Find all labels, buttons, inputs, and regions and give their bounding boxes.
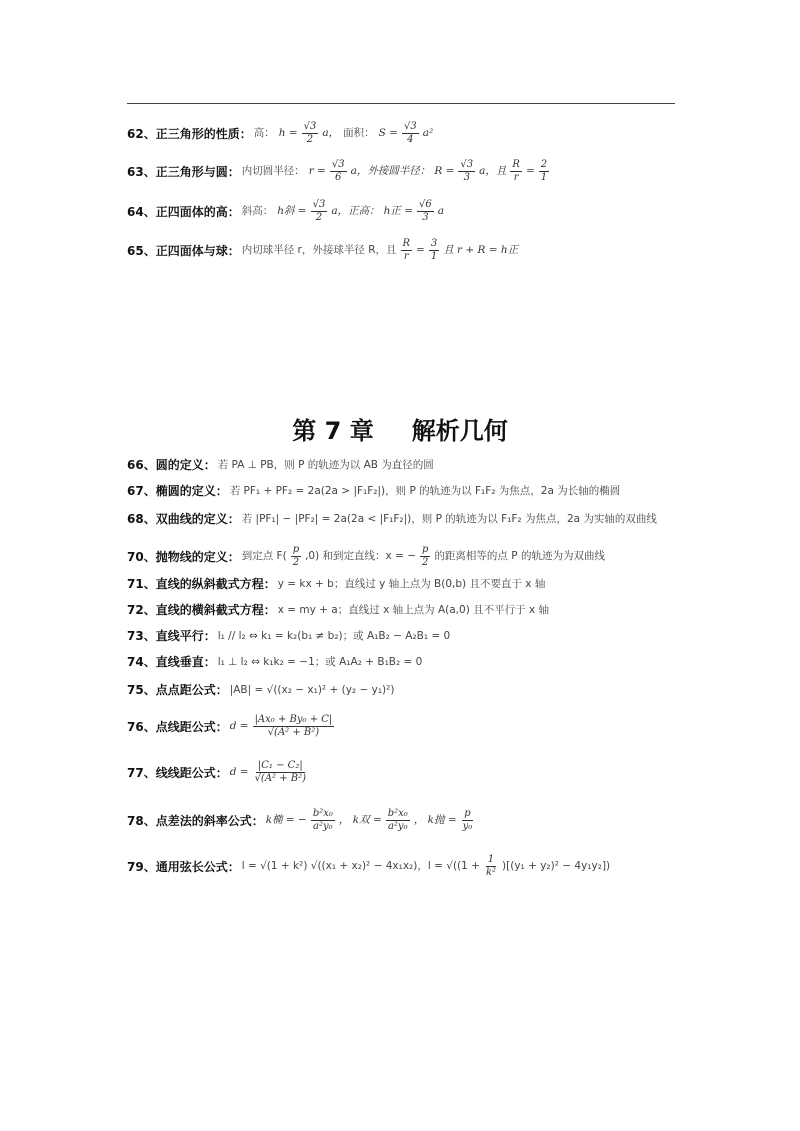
- formula-79: [127, 855, 612, 878]
- denominator: 2: [422, 557, 429, 568]
- numerator: |Ax₀ + By₀ + C|: [254, 714, 333, 725]
- formula-math: a: [437, 205, 445, 218]
- fraction: [401, 239, 413, 262]
- chapter-title: 解析几何: [411, 417, 508, 445]
- formula-label: 74、直线垂直：: [127, 655, 216, 669]
- formula-text: 内切球半径 r，外接球半径 R，且: [241, 244, 397, 257]
- formula-62: [127, 122, 435, 145]
- top-rule: [127, 103, 675, 104]
- denominator: 3: [422, 212, 429, 223]
- denominator: 4: [407, 134, 414, 145]
- fraction: [330, 160, 347, 183]
- denominator: 2: [315, 212, 323, 223]
- fraction: [461, 809, 475, 832]
- numerator: p: [464, 808, 471, 819]
- formula-74: [127, 656, 424, 668]
- fraction: [253, 761, 309, 784]
- formula-label: 67、椭圆的定义：: [127, 484, 228, 498]
- numerator: p: [292, 544, 300, 555]
- formula-math: h正 =: [383, 205, 414, 218]
- formula-text: y = kx + b；直线过 y 轴上点为 B(0,b) 且不要直于 x 轴: [277, 577, 546, 590]
- numerator: R: [512, 159, 520, 170]
- formula-math: a²: [422, 127, 434, 140]
- numerator: 2: [540, 159, 548, 170]
- formula-text: 的距离相等的点 P 的轨迹为为双曲线: [434, 550, 605, 563]
- formula-text: 斜高：: [241, 205, 274, 218]
- formula-text: l₁ ⊥ l₂ ⇔ k₁k₂ = −1；或 A₁A₂ + B₁B₂ = 0: [217, 655, 423, 668]
- formula-65: [127, 239, 520, 262]
- fraction: [429, 239, 439, 262]
- numerator: √6: [419, 199, 432, 210]
- formula-text: l₁ // l₂ ⇔ k₁ = k₂(b₁ ≠ b₂)；或 A₁B₂ − A₂B₁ = 0: [217, 629, 451, 642]
- formula-math: r =: [308, 165, 326, 178]
- chapter-heading: [0, 411, 800, 446]
- fraction: [417, 200, 434, 223]
- formula-math: k椭 = −: [265, 814, 307, 827]
- formula-math: R =: [434, 165, 455, 178]
- formula-math: =: [416, 244, 425, 257]
- fraction: [386, 809, 410, 832]
- formula-math: d =: [229, 720, 249, 733]
- numerator: 3: [430, 238, 438, 249]
- denominator: r: [403, 251, 409, 262]
- formula-math: ， k双 =: [338, 814, 382, 827]
- numerator: b²x₀: [312, 808, 333, 819]
- formula-text: |AB| = √((x₂ − x₁)² + (y₂ − y₁)²): [229, 683, 395, 696]
- formula-label: 62、正三角形的性质：: [127, 126, 252, 141]
- formula-math: S =: [378, 127, 398, 140]
- formula-text: x = my + a；直线过 x 轴上点为 A(a,0) 且不平行于 x 轴: [277, 603, 550, 616]
- formula-math: a，且: [479, 165, 507, 178]
- formula-math: 且 r + R = h正: [443, 244, 519, 257]
- formula-text: 若 |PF₁| − |PF₂| = 2a(2a < |F₁F₂|)，则 P 的轨迹为以 F₁F₂ 为焦点，2a 为实轴的双曲线: [241, 512, 657, 525]
- formula-label: 64、正四面体的高：: [127, 204, 240, 219]
- formula-68: [127, 513, 659, 525]
- formula-label: 63、正三角形与圆：: [127, 164, 240, 179]
- formula-66: [127, 459, 436, 471]
- fraction: [420, 545, 430, 568]
- fraction: [311, 809, 335, 832]
- denominator: 1: [430, 251, 438, 262]
- formula-text: 高：: [253, 127, 275, 140]
- denominator: r: [513, 172, 519, 183]
- denominator: 1: [540, 172, 548, 183]
- numerator: b²x₀: [387, 808, 408, 819]
- formula-label: 70、抛物线的定义：: [127, 549, 240, 564]
- denominator: y₀: [462, 821, 473, 832]
- numerator: √3: [312, 199, 326, 210]
- numerator: √3: [331, 159, 345, 170]
- denominator: 2: [292, 557, 300, 568]
- denominator: k²: [485, 867, 497, 878]
- formula-math: d =: [229, 766, 249, 779]
- formula-67: [127, 485, 622, 497]
- formula-math: h =: [278, 127, 298, 140]
- fraction: [311, 200, 328, 223]
- formula-label: 77、线线距公式：: [127, 765, 228, 780]
- formula-64: [127, 200, 446, 223]
- fraction: [484, 855, 498, 878]
- formula-text: 到定点 F(: [241, 550, 287, 563]
- formula-text: l = √(1 + k²) √((x₁ + x₂)² − 4x₁x₂)，l = √((1 +: [241, 860, 480, 873]
- fraction: [253, 715, 335, 738]
- formula-math: a，: [322, 127, 340, 140]
- formula-math: ， k抛 =: [413, 814, 457, 827]
- fraction: [510, 160, 522, 183]
- formula-text: 若 PA ⊥ PB，则 P 的轨迹为以 AB 为直径的圆: [217, 458, 434, 471]
- formula-label: 71、直线的纵斜截式方程：: [127, 577, 276, 591]
- formula-label: 68、双曲线的定义：: [127, 512, 240, 526]
- formula-72: [127, 604, 551, 616]
- formula-75: [127, 684, 396, 696]
- fraction: [539, 160, 549, 183]
- fraction: [302, 122, 319, 145]
- formula-label: 66、圆的定义：: [127, 458, 216, 472]
- formula-63: [127, 160, 551, 183]
- formula-label: 79、通用弦长公式：: [127, 859, 240, 874]
- denominator: a²y₀: [313, 821, 333, 832]
- denominator: a²y₀: [387, 821, 408, 832]
- numerator: 1: [487, 854, 495, 865]
- numerator: √3: [460, 159, 474, 170]
- numerator: |C₁ − C₂|: [257, 760, 303, 771]
- formula-label: 65、正四面体与球：: [127, 243, 240, 258]
- denominator: √(A² + B²): [254, 773, 307, 784]
- fraction: [402, 122, 419, 145]
- denominator: √(A² + B²): [267, 727, 320, 738]
- formula-math: a，外接圆半径：: [350, 165, 431, 178]
- numerator: R: [402, 238, 411, 249]
- formula-71: [127, 578, 547, 590]
- formula-70: [127, 545, 607, 568]
- formula-text: 内切圆半径：: [241, 165, 305, 178]
- formula-73: [127, 630, 452, 642]
- formula-math: =: [525, 165, 535, 178]
- formula-math: a，正高：: [331, 205, 380, 218]
- numerator: √3: [303, 121, 317, 132]
- formula-label: 73、直线平行：: [127, 629, 216, 643]
- formula-76: [127, 715, 336, 738]
- formula-math: h斜 =: [277, 205, 307, 218]
- numerator: p: [422, 544, 429, 555]
- formula-label: 78、点差法的斜率公式：: [127, 813, 264, 828]
- denominator: 6: [335, 172, 342, 183]
- formula-text: 面积：: [343, 127, 375, 140]
- chapter-number: 第 7 章: [292, 417, 374, 445]
- formula-text: ,0) 和到定直线：x = −: [305, 550, 417, 563]
- fraction: [291, 545, 301, 568]
- formula-text: )[(y₁ + y₂)² − 4y₁y₂]): [502, 860, 611, 873]
- denominator: 3: [463, 172, 470, 183]
- formula-text: 若 PF₁ + PF₂ = 2a(2a > |F₁F₂|)，则 P 的轨迹为以 F₁F₂ 为焦点，2a 为长轴的椭圆: [229, 484, 621, 497]
- formula-77: [127, 761, 310, 784]
- numerator: √3: [403, 121, 417, 132]
- denominator: 2: [306, 134, 314, 145]
- formula-78: [127, 809, 476, 832]
- formula-label: 72、直线的横斜截式方程：: [127, 603, 276, 617]
- formula-label: 75、点点距公式：: [127, 683, 228, 697]
- formula-label: 76、点线距公式：: [127, 719, 228, 734]
- fraction: [458, 160, 475, 183]
